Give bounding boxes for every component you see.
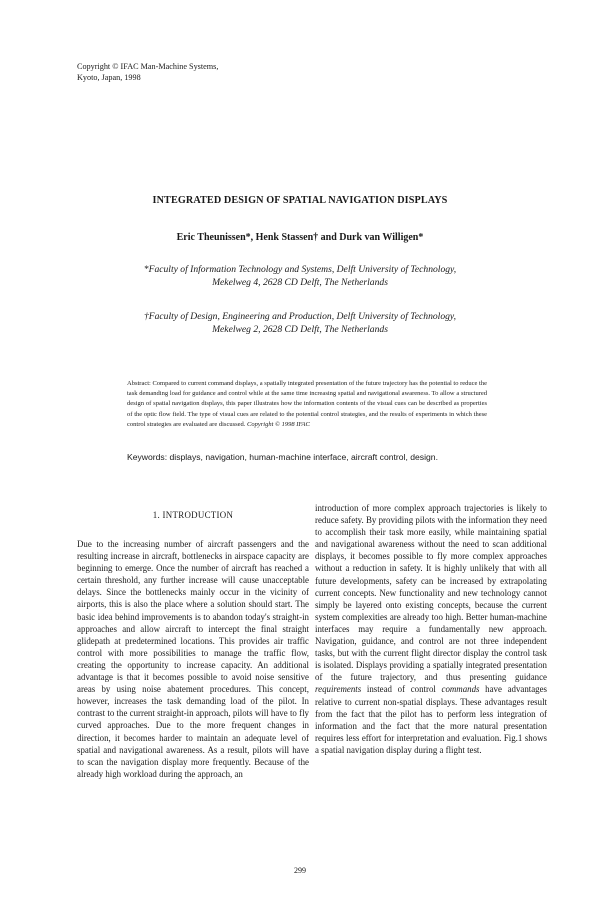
abstract-label: Abstract: <box>127 380 151 387</box>
intro-right-text-2: instead of control <box>361 684 442 695</box>
intro-paragraph-right <box>315 502 547 756</box>
abstract <box>127 379 487 430</box>
affiliation-2-line-2: Mekelweg 2, 2628 CD Delft, The Netherlands <box>212 324 388 335</box>
right-column <box>315 502 547 756</box>
keywords: Keywords: displays, navigation, human-machine interface, aircraft control, design. <box>127 452 438 462</box>
section-heading-introduction: 1. INTRODUCTION <box>152 510 234 520</box>
copyright-notice <box>77 62 218 83</box>
paper-title: INTEGRATED DESIGN OF SPATIAL NAVIGATION DISPLAYS <box>152 195 448 206</box>
intro-right-text-1: introduction of more complex approach trajectories is likely to reduce safety. By providing pilots with the information they need to accomplish their task more easily, while maintaining spatial and navigational awareness without the need to scan additional displays, it becomes possible to fly more complex approaches without a reduction in safety. It is highly unlikely that with all future developments, safety can be increased by extrapolating current concepts. New functionality and new technology cannot simply be layered onto existing concepts, because the current system complexities are already too high. Better human-machine interfaces may require a fundamentally new approach. Navigation, guidance, and control are not three independent tasks, but with the current flight director display the control task is isolated. Displays providing a spatially integrated presentation of the future trajectory, and thus presenting guidance <box>315 503 547 683</box>
affiliation-2 <box>0 310 600 336</box>
abstract-copyright: Copyright © 1998 IFAC <box>245 420 310 428</box>
affiliation-1 <box>0 263 600 289</box>
copyright-line-1: Copyright © IFAC Man-Machine Systems, <box>77 62 219 71</box>
abstract-text: Compared to current command displays, a spatially integrated presentation of the future trajectory has the potential to reduce the task demanding load for guidance and control while at the same time increasing spatial and navigational awareness. To allow a structured design of spatial navigation displays, this paper illustrates how the information contents of the visual cues can be described as properties of the optic flow field. The type of visual cues are related to the potential control strategies, and the results of experiments in which these control strategies are evaluated are discussed. <box>127 380 487 428</box>
page-number: 299 <box>294 866 306 875</box>
affiliation-1-line-1: *Faculty of Information Technology and Systems, Delft University of Technology, <box>143 264 457 275</box>
affiliation-2-line-1: †Faculty of Design, Engineering and Production, Delft University of Technology, <box>143 311 457 322</box>
intro-right-emphasis-commands: commands <box>441 684 480 695</box>
paper-authors: Eric Theunissen*, Henk Stassen† and Durk van Willigen* <box>176 232 424 243</box>
intro-paragraph-left: Due to the increasing number of aircraft passengers and the resulting increase in aircraft, bottlenecks in airspace capacity are beginning to emerge. Once the number of aircraft has reached a certain threshold, any further increase will cause unacceptable delays. Since the bottlenecks mainly occur in the vicinity of airports, this is also the place where a solution should start. The basic idea behind improvements is to abandon today's straight-in approaches and allow aircraft to intercept the final straight glidepath at predetermined locations. This provides air traffic control with more possibilities to manage the traffic flow, creating the opportunity to increase capacity. An additional advantage is that it becomes possible to avoid noise sensitive areas by using noise abatement procedures. This concept, however, increases the task demanding load of the pilot. In contrast to the current straight-in approach, pilots will have to fly curved approaches. Due to the more frequent changes in direction, it becomes harder to maintain an adequate level of spatial and navigational awareness. As a result, pilots will have to scan the navigation display more frequently. Because of the already high workload during the approach, an <box>77 539 309 779</box>
affiliation-1-line-2: Mekelweg 4, 2628 CD Delft, The Netherlands <box>212 277 388 288</box>
intro-right-emphasis-requirements: requirements <box>315 684 362 695</box>
copyright-line-2: Kyoto, Japan, 1998 <box>77 72 141 82</box>
intro-right-text-3: have advantages relative to current non-spatial displays. These advantages result from the fact that the pilot has to perform less integration of information and the fact that the more natural presentation requires less effort for interpretation and evaluation. Fig.1 shows a spatial navigation display during a flight test. <box>315 684 547 755</box>
left-column <box>77 514 309 780</box>
